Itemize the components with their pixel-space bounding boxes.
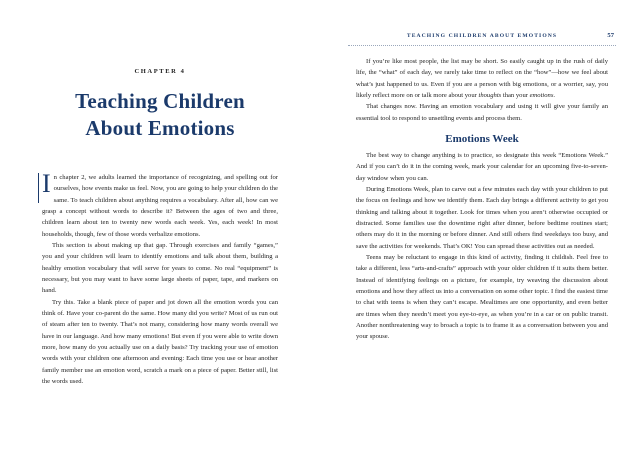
paragraph: That changes now. Having an emotion vocabulary and using it will give your family an essential tool to respond to unsettling events and process them. [356,103,608,122]
page-number: 57 [607,32,614,39]
paragraph: Try this. Take a blank piece of paper and jot down all the emotion words you can think of. Have your co-parent do the same. How many did you write? Most of us run out of steam after ten to twenty. That’s not many, considering how many words overall we have in our language. And how many emotions! But even if you were able to write down more, how many do you actually use on a daily basis? Try tracking your use of emotion words with your children one afternoon and evening: Each time you use or hear another family member use an emotion word, scratch a mark on a piece of paper. Better still, list the words used. [42,298,278,385]
drop-cap: I [42,169,51,198]
chapter-title-line-1: Teaching Children [75,89,245,113]
chapter-label: CHAPTER 4 [134,68,186,75]
paragraph [42,169,278,240]
header-divider [348,45,616,46]
right-body-text [356,56,608,343]
paragraph: This section is about making up that gap. Through exercises and family “games,” you and your children will learn to identify emotions and talk about them, building a healthy emotion vocabulary that will serve for years to come. No real “equipment” is necessary, but you may want to have some large sheets of paper, tape, and markers on hand. [42,241,278,295]
page-title [0,88,320,143]
paragraph: During Emotions Week, plan to carve out a few minutes each day with your children to put the focus on feelings and how we identify them. Each day brings a different activity to get you thinking and talking about it together. Look for times when you aren’t otherwise occupied or distracted. Some families use the downtime right after dinner, before bedtime routines start; others may do it in the morning or before dinner. And still others find weekdays too busy, and save the activities for weekends. That’s OK! You can spread these activities out as needed. [356,185,608,250]
paragraph: If you’re like most people, the list may be short. So easily caught up in the rush of daily life, the “what” of each day, we rarely take time to reflect on the “how”—how we feel about what’s just happened to us. Even if you are a person with big emotions, or a worrier, say, you likely reflect more on or talk more about your thoughts than your emotions. [356,58,608,99]
dropcap-rule [38,173,39,203]
chapter-title-line-2: About Emotions [85,116,235,141]
paragraph-text: n chapter 2, we adults learned the importance of recognizing, and spelling out for ourselves, how events make us feel. Now, you are going to help your children do the same. To teach children about anything requires a vocabulary. After all, how can we grasp a concept without words to describe it? Between the ages of two and three, children learn about ten to twenty new words each week. Yes, each week! In most households, though, few of those words verbalize emotions. [42,174,278,238]
paragraph: The best way to change anything is to practice, so designate this week “Emotions Week.” And if you can’t do it in the coming week, mark your calendar for an upcoming five-to-seven-day window when you can. [356,151,608,182]
running-head: TEACHING CHILDREN ABOUT EMOTIONS [406,33,558,39]
right-page [320,0,640,453]
section-heading: Emotions Week [445,132,519,145]
paragraph: Teens may be reluctant to engage in this kind of activity, finding it childish. Feel free to take a different, less “arts-and-crafts” approach with your older children if it suits them better. Instead of identifying feelings on a picture, for example, try weaving the discussion about emotions and how they affect us into a conversation on some other topic. I find the easiest time to chat with teens is when they can’t escape. Mealtimes are one opportunity, and even better are times when they needn’t meet you eye-to-eye, as when you’re in a car or on public transit. Another nonthreatening way to broach a topic is to frame it as a conversation between you and your spouse. [356,253,608,341]
left-body-text [42,169,278,387]
